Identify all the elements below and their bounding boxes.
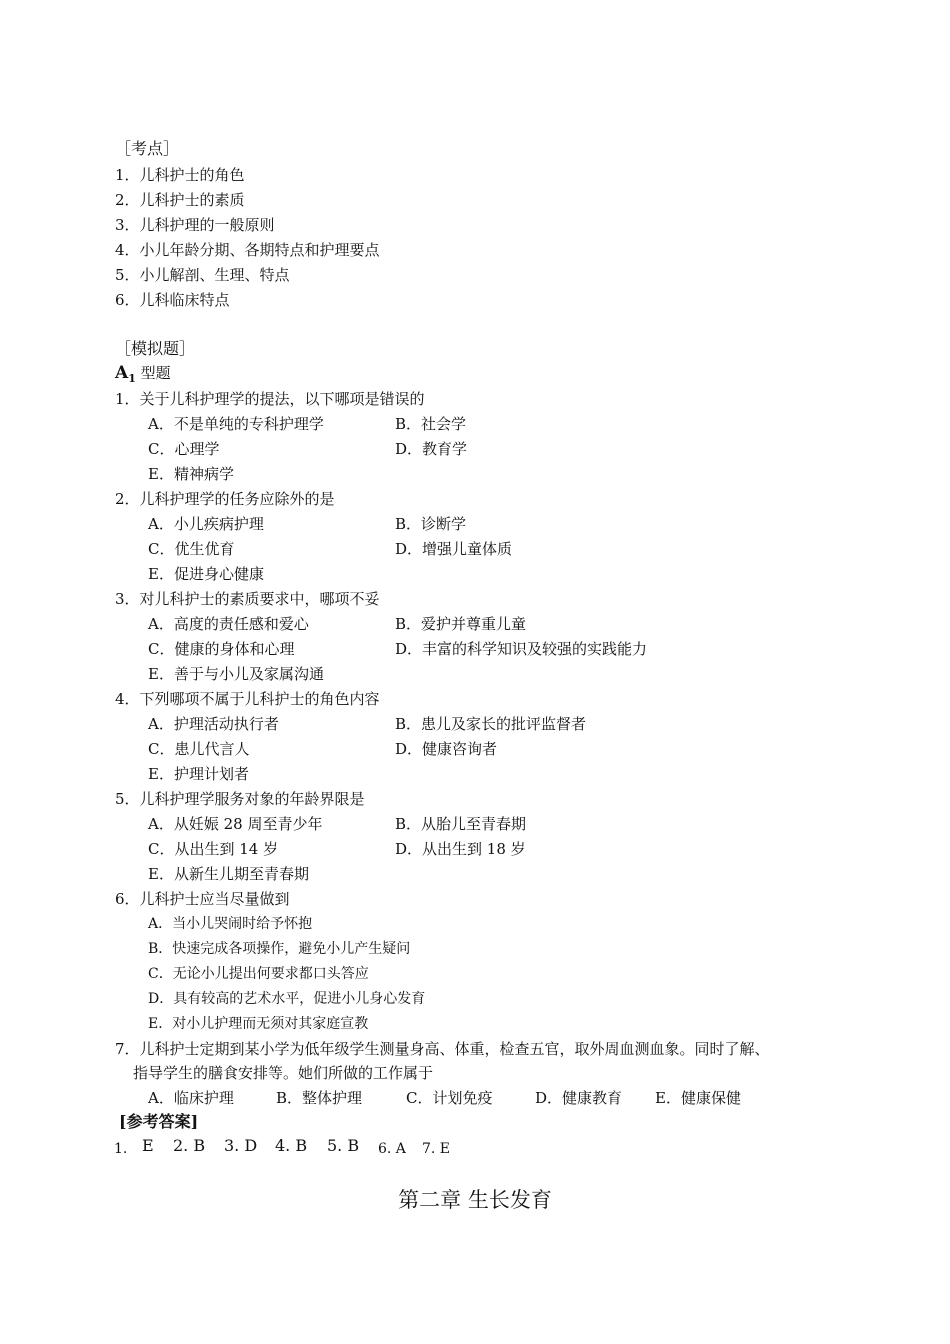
- option-c: C．计划免疫: [406, 1089, 493, 1107]
- option-b: B．快速完成各项操作，避免小儿产生疑问: [148, 941, 411, 957]
- option-a: A．不是单纯的专科护理学: [148, 415, 324, 433]
- option-e: E．精神病学: [148, 465, 234, 483]
- option-a: A．高度的责任感和爱心: [148, 615, 309, 633]
- type-suffix: 型题: [135, 364, 171, 382]
- kaodian-heading: ［考点］: [115, 139, 180, 158]
- kaodian-item: 3．儿科护理的一般原则: [115, 216, 275, 234]
- answer-item: E: [142, 1136, 154, 1155]
- option-c: C．无论小儿提出何要求都口头答应: [148, 966, 369, 982]
- option-a: A．从妊娠 28 周至青少年: [148, 815, 323, 833]
- option-b: B．整体护理: [276, 1089, 363, 1107]
- option-d: D．从出生到 18 岁: [395, 840, 526, 858]
- question-stem: 2．儿科护理学的任务应除外的是: [115, 490, 335, 508]
- option-b: B．患儿及家长的批评监督者: [395, 715, 587, 733]
- option-d: D．健康咨询者: [395, 740, 498, 758]
- question-stem: 5．儿科护理学服务对象的年龄界限是: [115, 790, 365, 808]
- option-e: E．促进身心健康: [148, 565, 264, 583]
- option-b: B．社会学: [395, 415, 467, 433]
- question-stem: 4．下列哪项不属于儿科护士的角色内容: [115, 690, 380, 708]
- moni-heading: ［模拟题］: [115, 339, 196, 358]
- option-a: A．临床护理: [148, 1089, 234, 1107]
- option-a: A．当小儿哭闹时给予怀抱: [148, 916, 313, 932]
- option-e: E．对小儿护理而无须对其家庭宣教: [148, 1016, 369, 1032]
- option-a: A．小儿疾病护理: [148, 515, 264, 533]
- answer-item: 6. A: [378, 1141, 406, 1157]
- question-stem: 3．对儿科护士的素质要求中，哪项不妥: [115, 590, 380, 608]
- chapter-title: 第二章 生长发育: [398, 1188, 552, 1212]
- option-c: C．患儿代言人: [148, 740, 250, 758]
- answer-item: 3. D: [224, 1136, 258, 1155]
- option-c: C．从出生到 14 岁: [148, 840, 279, 858]
- option-c: C．心理学: [148, 440, 220, 458]
- question-type-heading: [115, 365, 171, 384]
- question-stem: 6．儿科护士应当尽量做到: [115, 890, 290, 908]
- option-d: D．丰富的科学知识及较强的实践能力: [395, 640, 648, 658]
- option-e: E．健康保健: [655, 1089, 741, 1107]
- answer-item: 5. B: [327, 1136, 360, 1155]
- type-letter: A: [115, 363, 129, 383]
- option-b: B．爱护并尊重儿童: [395, 615, 527, 633]
- option-e: E．从新生儿期至青春期: [148, 865, 309, 883]
- question-stem: 1．关于儿科护理学的提法，以下哪项是错误的: [115, 390, 425, 408]
- kaodian-item: 2．儿科护士的素质: [115, 191, 245, 209]
- option-d: D．教育学: [395, 440, 468, 458]
- answer-item: 2. B: [173, 1136, 206, 1155]
- answer-item: 7. E: [422, 1141, 451, 1157]
- type-subscript: 1: [128, 372, 136, 385]
- option-d: D．具有较高的艺术水平，促进小儿身心发育: [148, 991, 426, 1007]
- option-b: B．从胎儿至青春期: [395, 815, 527, 833]
- option-e: E．善于与小儿及家属沟通: [148, 665, 324, 683]
- option-b: B．诊断学: [395, 515, 467, 533]
- kaodian-item: 6．儿科临床特点: [115, 291, 230, 309]
- kaodian-item: 1．儿科护士的角色: [115, 166, 245, 184]
- option-c: C．健康的身体和心理: [148, 640, 295, 658]
- answer-item: 4. B: [275, 1136, 308, 1155]
- question-stem: 7．儿科护士定期到某小学为低年级学生测量身高、体重，检查五官，取外周血测血象。同时了解、: [115, 1040, 770, 1058]
- option-c: C．优生优育: [148, 540, 235, 558]
- kaodian-item: 4．小儿年龄分期、各期特点和护理要点: [115, 241, 380, 259]
- option-e: E．护理计划者: [148, 765, 249, 783]
- answer-item: 1.: [114, 1141, 128, 1157]
- answers-heading: [参考答案]: [119, 1112, 199, 1131]
- option-d: D．健康教育: [535, 1089, 623, 1107]
- question-stem-continued: 指导学生的膳食安排等。她们所做的工作属于: [133, 1064, 434, 1082]
- kaodian-item: 5．小儿解剖、生理、特点: [115, 266, 290, 284]
- option-d: D．增强儿童体质: [395, 540, 513, 558]
- option-a: A．护理活动执行者: [148, 715, 279, 733]
